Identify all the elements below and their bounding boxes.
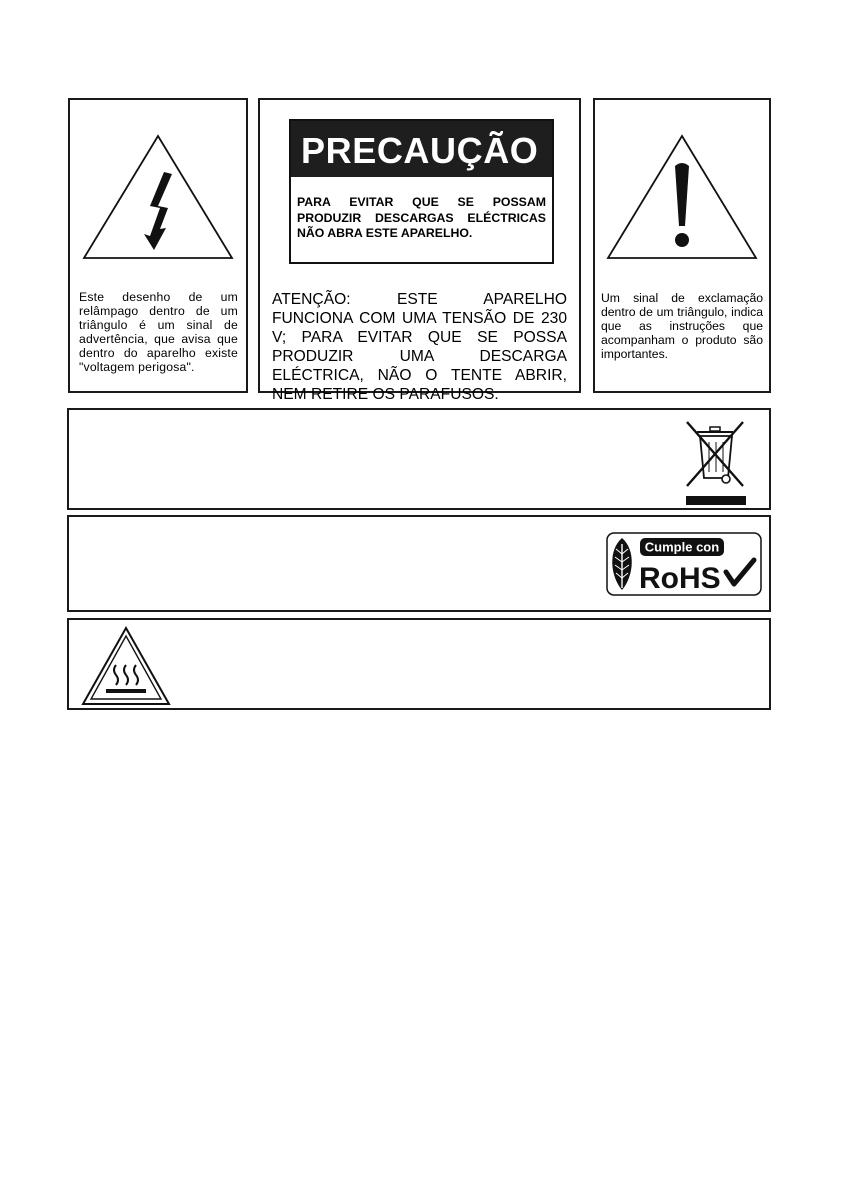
voltage-warning-text: Este desenho de um relâmpago dentro de um triângulo é um sinal de advertência, que avisa que dentro do aparelho existe "voltagem perigosa". bbox=[79, 290, 238, 374]
instructions-warning-text: Um sinal de exclamação dentro de um triângulo, indica que as instruções que acompanham o produto são importantes. bbox=[601, 291, 763, 361]
exclamation-triangle-icon bbox=[604, 130, 760, 264]
caution-title: PRECAUÇÃO bbox=[291, 121, 552, 177]
weee-panel bbox=[67, 408, 771, 510]
hot-surface-triangle-icon bbox=[80, 625, 172, 707]
rohs-panel bbox=[67, 515, 771, 612]
hot-surface-panel bbox=[67, 618, 771, 710]
warning-panel-voltage bbox=[68, 98, 248, 393]
rohs-badge-top: Cumple con bbox=[644, 539, 720, 555]
attention-text: ATENÇÃO: ESTE APARELHO FUNCIONA COM UMA TENSÃO DE 230 V; PARA EVITAR QUE SE POSSA PRODUZIR UMA DESCARGA ELÉCTRICA, NÃO O TENTE ABRIR, NEM RETIRE OS PARAFUSOS. bbox=[272, 291, 567, 403]
lightning-triangle-icon bbox=[80, 130, 236, 264]
rohs-leaf-icon bbox=[606, 532, 762, 596]
caution-panel bbox=[258, 98, 581, 403]
caution-body-text: PARA EVITAR QUE SE POSSAM PRODUZIR DESCARGAS ELÉCTRICAS NÃO ABRA ESTE APARELHO. bbox=[297, 195, 546, 240]
warning-panel-instructions bbox=[593, 98, 771, 393]
rohs-badge-main: RoHS bbox=[639, 562, 721, 595]
caution-label bbox=[289, 119, 554, 264]
crossed-out-bin-icon bbox=[681, 416, 751, 508]
